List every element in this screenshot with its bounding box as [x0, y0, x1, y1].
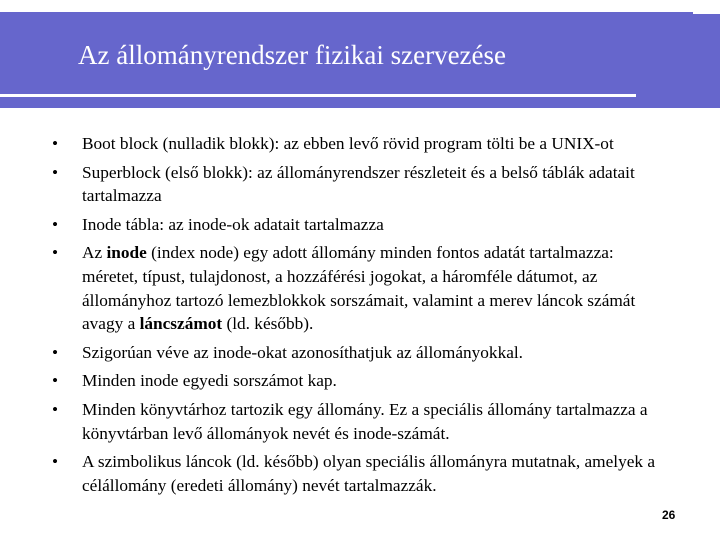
item-text: Boot block (nulladik blokk): az ebben levő rövid program tölti be a UNIX-ot	[82, 134, 614, 153]
bold-term: láncszámot	[139, 314, 223, 334]
title-underline	[0, 94, 636, 97]
list-item	[52, 213, 672, 237]
bullet-icon: •	[52, 452, 59, 472]
list-item	[52, 132, 672, 156]
list-item	[52, 450, 672, 497]
bullet-icon: •	[52, 243, 59, 263]
slide-title: Az állományrendszer fizikai szervezése	[78, 40, 507, 70]
page-number: 26	[662, 508, 676, 522]
item-text: Szigorúan véve az inode-okat azonosíthatjuk az állományokkal.	[82, 342, 524, 362]
title-banner-extension	[693, 14, 720, 108]
bullet-list	[52, 132, 672, 502]
bullet-icon: •	[52, 162, 59, 182]
list-item	[52, 161, 672, 208]
list-item	[52, 398, 672, 445]
item-text: (ld. később).	[222, 314, 314, 334]
item-text: (index node) egy adott állomány minden fontos adatát tartalmazza: méretet, típust, tulajdonost, a hozzáférési jogokat, a háromféle dátumot, az állományhoz tartozó lemezblokkok sorszámait, valamint a merev láncok számát avagy a	[82, 243, 636, 334]
bullet-icon: •	[52, 134, 59, 153]
item-text: Inode tábla: az inode-ok adatait tartalmazza	[82, 214, 384, 234]
item-text: Minden inode egyedi sorszámot kap.	[82, 371, 337, 391]
bullet-icon: •	[52, 371, 59, 391]
item-text: Superblock (első blokk): az állományrendszer részleteit és a belső táblák adatait tartalmazza	[82, 162, 635, 206]
item-text: Az	[82, 243, 107, 263]
bold-term: inode	[106, 243, 147, 263]
item-text: A szimbolikus láncok (ld. később) olyan speciális állományra mutatnak, amelyek a célállomány (eredeti állomány) nevét tartalmazzák.	[82, 452, 656, 495]
list-item	[52, 241, 672, 335]
bullet-icon: •	[52, 399, 59, 419]
bullet-icon: •	[52, 342, 59, 362]
bullet-icon: •	[52, 214, 59, 234]
list-item	[52, 341, 672, 365]
item-text: Minden könyvtárhoz tartozik egy állomány. Ez a speciális állomány tartalmazza a könyvtárban levő állományok nevét és inode-számát.	[82, 399, 648, 443]
list-item	[52, 369, 672, 393]
